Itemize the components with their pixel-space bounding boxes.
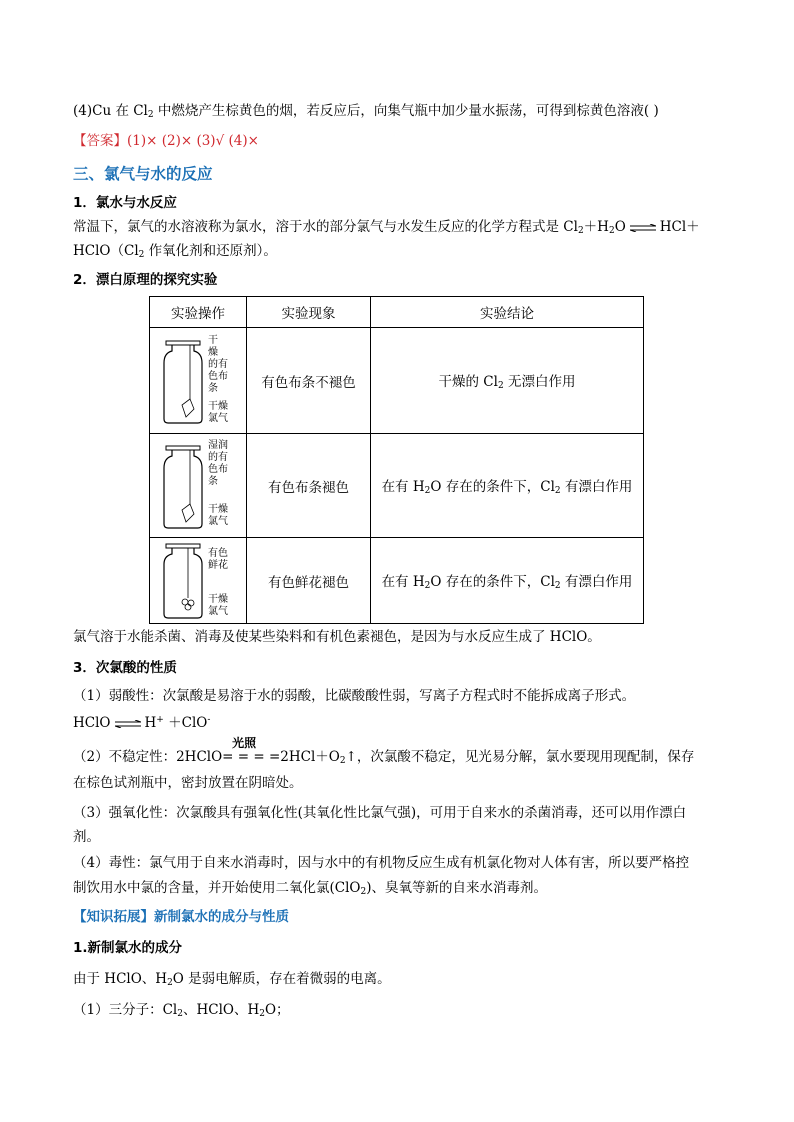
- eq-a: HClO: [73, 715, 111, 731]
- gas-bottle-icon: [160, 339, 206, 425]
- s1-l1-s1: 2: [577, 226, 584, 236]
- q4-sub: 2: [147, 110, 154, 120]
- s1-l1-d: HCl＋: [659, 219, 700, 235]
- prop-3: （3）强氧化性：次氯酸具有强氧化性(其氧化性比氯气强)，可用于自来水的杀菌消毒，还可以用作漂白: [73, 805, 687, 821]
- label-char: 有色: [208, 547, 228, 559]
- conclusion-cell: [371, 328, 644, 434]
- extension-sub1-title: 1.新制氯水的成分: [73, 940, 183, 956]
- p2-s: 2: [339, 756, 346, 766]
- gas-bottle-icon: [160, 444, 206, 530]
- s1-line1: [73, 216, 734, 242]
- prop-4-line2: [73, 877, 734, 903]
- prop-2: [73, 736, 734, 772]
- extension-p1: [73, 968, 734, 994]
- s1-l2-a: HClO（Cl: [73, 243, 139, 259]
- ext-p1-b: O 是弱电解质，存在着微弱的电离。: [172, 971, 391, 987]
- ext-p2-s2: 2: [259, 1009, 265, 1019]
- ext-p2-b: 、HClO、H: [182, 1002, 260, 1018]
- ext-p2-c: O；: [264, 1002, 290, 1018]
- c-b: O 存在的条件下，Cl: [430, 479, 555, 495]
- label-char: 燥: [208, 346, 218, 358]
- label-char: 湿润: [208, 439, 228, 451]
- label-char: 氯气: [208, 605, 228, 617]
- table-row: [150, 434, 644, 538]
- label-char: 色布: [208, 463, 228, 475]
- section-3-title: 三、氯气与水的反应: [73, 165, 213, 183]
- subsection-3-title: 3．次氯酸的性质: [73, 660, 177, 676]
- p4-s: 2: [360, 887, 367, 897]
- answer-content: (1)× (2)× (3)√ (4)×: [127, 133, 259, 149]
- eq-b: H: [144, 715, 157, 731]
- bottle-label-top: [208, 440, 228, 488]
- label-char: 干燥: [208, 503, 228, 515]
- table-row: [150, 328, 644, 434]
- table-header-row: [150, 297, 644, 328]
- label-char: 干燥: [208, 593, 228, 605]
- c-c: 有漂白作用: [560, 574, 633, 590]
- answer-line: [73, 130, 734, 152]
- label-char: 色布: [208, 370, 228, 382]
- conclusion-cell: [371, 434, 644, 538]
- s1-l1-a: 常温下，氯气的水溶液称为氯水，溶于水的部分氯气与水发生反应的化学方程式是 Cl: [73, 219, 578, 235]
- label-char: 鲜花: [208, 559, 228, 571]
- phenomenon-cell: 有色鲜花褪色: [247, 538, 371, 624]
- p4-b: )、臭氧等新的自来水消毒剂。: [366, 880, 547, 896]
- ext-p1-a: 由于 HClO、H: [73, 971, 168, 987]
- bottle-label-bottom: [208, 594, 228, 618]
- c-b: O 存在的条件下，Cl: [430, 574, 555, 590]
- prop-3-line2: 剂。: [73, 829, 100, 845]
- ext-p2-a: （1）三分子：Cl: [73, 1002, 178, 1018]
- eq-sup1: +: [156, 715, 164, 725]
- c-c: 有漂白作用: [560, 479, 633, 495]
- table-row: [150, 538, 644, 624]
- phenomenon-cell: 有色布条不褪色: [247, 328, 371, 434]
- p4-a: 制饮用水中氯的含量，并开始使用二氧化氯(ClO: [73, 880, 361, 896]
- c-s: 2: [497, 381, 504, 391]
- c-s2: 2: [554, 486, 561, 496]
- eq-c: ＋ClO: [163, 715, 208, 731]
- question-4: [73, 100, 734, 126]
- subsection-1-title: 1．氯水与水反应: [73, 195, 177, 211]
- phenomenon-cell: 有色布条褪色: [247, 434, 371, 538]
- s1-l1-c: O: [614, 219, 626, 235]
- ext-p2-s1: 2: [177, 1009, 183, 1019]
- q4-text-b: 中燃烧产生棕黄色的烟，若反应后，向集气瓶中加少量水振荡，可得到棕黄色溶液( ): [153, 103, 659, 119]
- bottle-label-top: [208, 335, 228, 395]
- prop-1-equation: [73, 709, 734, 734]
- bottle-label-bottom: [208, 401, 228, 425]
- s1-l1-s2: 2: [608, 226, 615, 236]
- label-char: 干: [208, 334, 218, 346]
- c-a: 在有 H: [381, 479, 425, 495]
- eq-sup2: -: [207, 715, 211, 725]
- label-char: 的有: [208, 358, 228, 370]
- header-conclusion: 实验结论: [371, 297, 644, 328]
- c-b: 无漂白作用: [503, 374, 576, 390]
- label-char: 条: [208, 382, 218, 394]
- s1-l2-b: 作氧化剂和还原剂）。: [144, 243, 277, 259]
- extension-title: 新制氯水的成分与性质: [154, 909, 289, 925]
- bleach-summary: 氯气溶于水能杀菌、消毒及使某些染料和有机色素褪色，是因为与水反应生成了 HClO。: [73, 629, 601, 645]
- label-char: 干燥: [208, 400, 228, 412]
- prop-1: （1）弱酸性：次氯酸是易溶于水的弱酸，比碳酸酸性弱，写离子方程式时不能拆成离子形式。: [73, 688, 636, 704]
- prop-2-line2: 在棕色试剂瓶中，密封放置在阴暗处。: [73, 775, 303, 791]
- gas-bottle-icon: [160, 542, 206, 620]
- ext-p1-s: 2: [167, 978, 173, 988]
- prop-4: （4）毒性：氯气用于自来水消毒时，因与水中的有机物反应生成有机氯化物对人体有害，所以要严格控: [73, 855, 690, 871]
- bottle-figure-wet-cloth: [150, 434, 247, 538]
- c-s: 2: [424, 486, 431, 496]
- extension-p2: [73, 999, 734, 1025]
- extension-heading: [73, 906, 734, 928]
- c-s2: 2: [554, 581, 561, 591]
- extension-label: 【知识拓展】: [73, 909, 154, 925]
- p2-a: （2）不稳定性：2HClO: [73, 749, 223, 765]
- c-a: 在有 H: [381, 574, 425, 590]
- bottle-figure-flower: [150, 538, 247, 624]
- p2-b: 2HCl＋O: [280, 749, 340, 765]
- subsection-2-title: 2．漂白原理的探究实验: [73, 272, 218, 288]
- header-operation: 实验操作: [150, 297, 247, 328]
- s1-line2: [73, 240, 734, 266]
- conclusion-cell: [371, 538, 644, 624]
- q4-text-a: (4)Cu 在 Cl: [73, 103, 148, 119]
- reversible-arrow-icon: [630, 224, 656, 232]
- header-phenomenon: 实验现象: [247, 297, 371, 328]
- reversible-arrow-icon: [115, 720, 141, 728]
- eq-sign: = = = =: [222, 749, 281, 765]
- s1-l1-b: ＋H: [583, 219, 609, 235]
- c-a: 干燥的 Cl: [438, 374, 498, 390]
- bottle-label-bottom: [208, 504, 228, 528]
- light-label: 光照: [232, 736, 257, 750]
- c-s: 2: [424, 581, 431, 591]
- bottle-figure-dry-cloth: [150, 328, 247, 434]
- label-char: 氯气: [208, 515, 228, 527]
- label-char: 条: [208, 475, 218, 487]
- experiment-table: [149, 296, 644, 624]
- light-condition: [222, 736, 281, 768]
- p2-c: ↑，次氯酸不稳定，见光易分解，氯水要现用现配制，保存: [345, 749, 695, 765]
- answer-label: 【答案】: [73, 133, 127, 149]
- s1-l2-s: 2: [138, 250, 145, 260]
- bottle-label-top: [208, 548, 228, 572]
- label-char: 氯气: [208, 412, 228, 424]
- label-char: 的有: [208, 451, 228, 463]
